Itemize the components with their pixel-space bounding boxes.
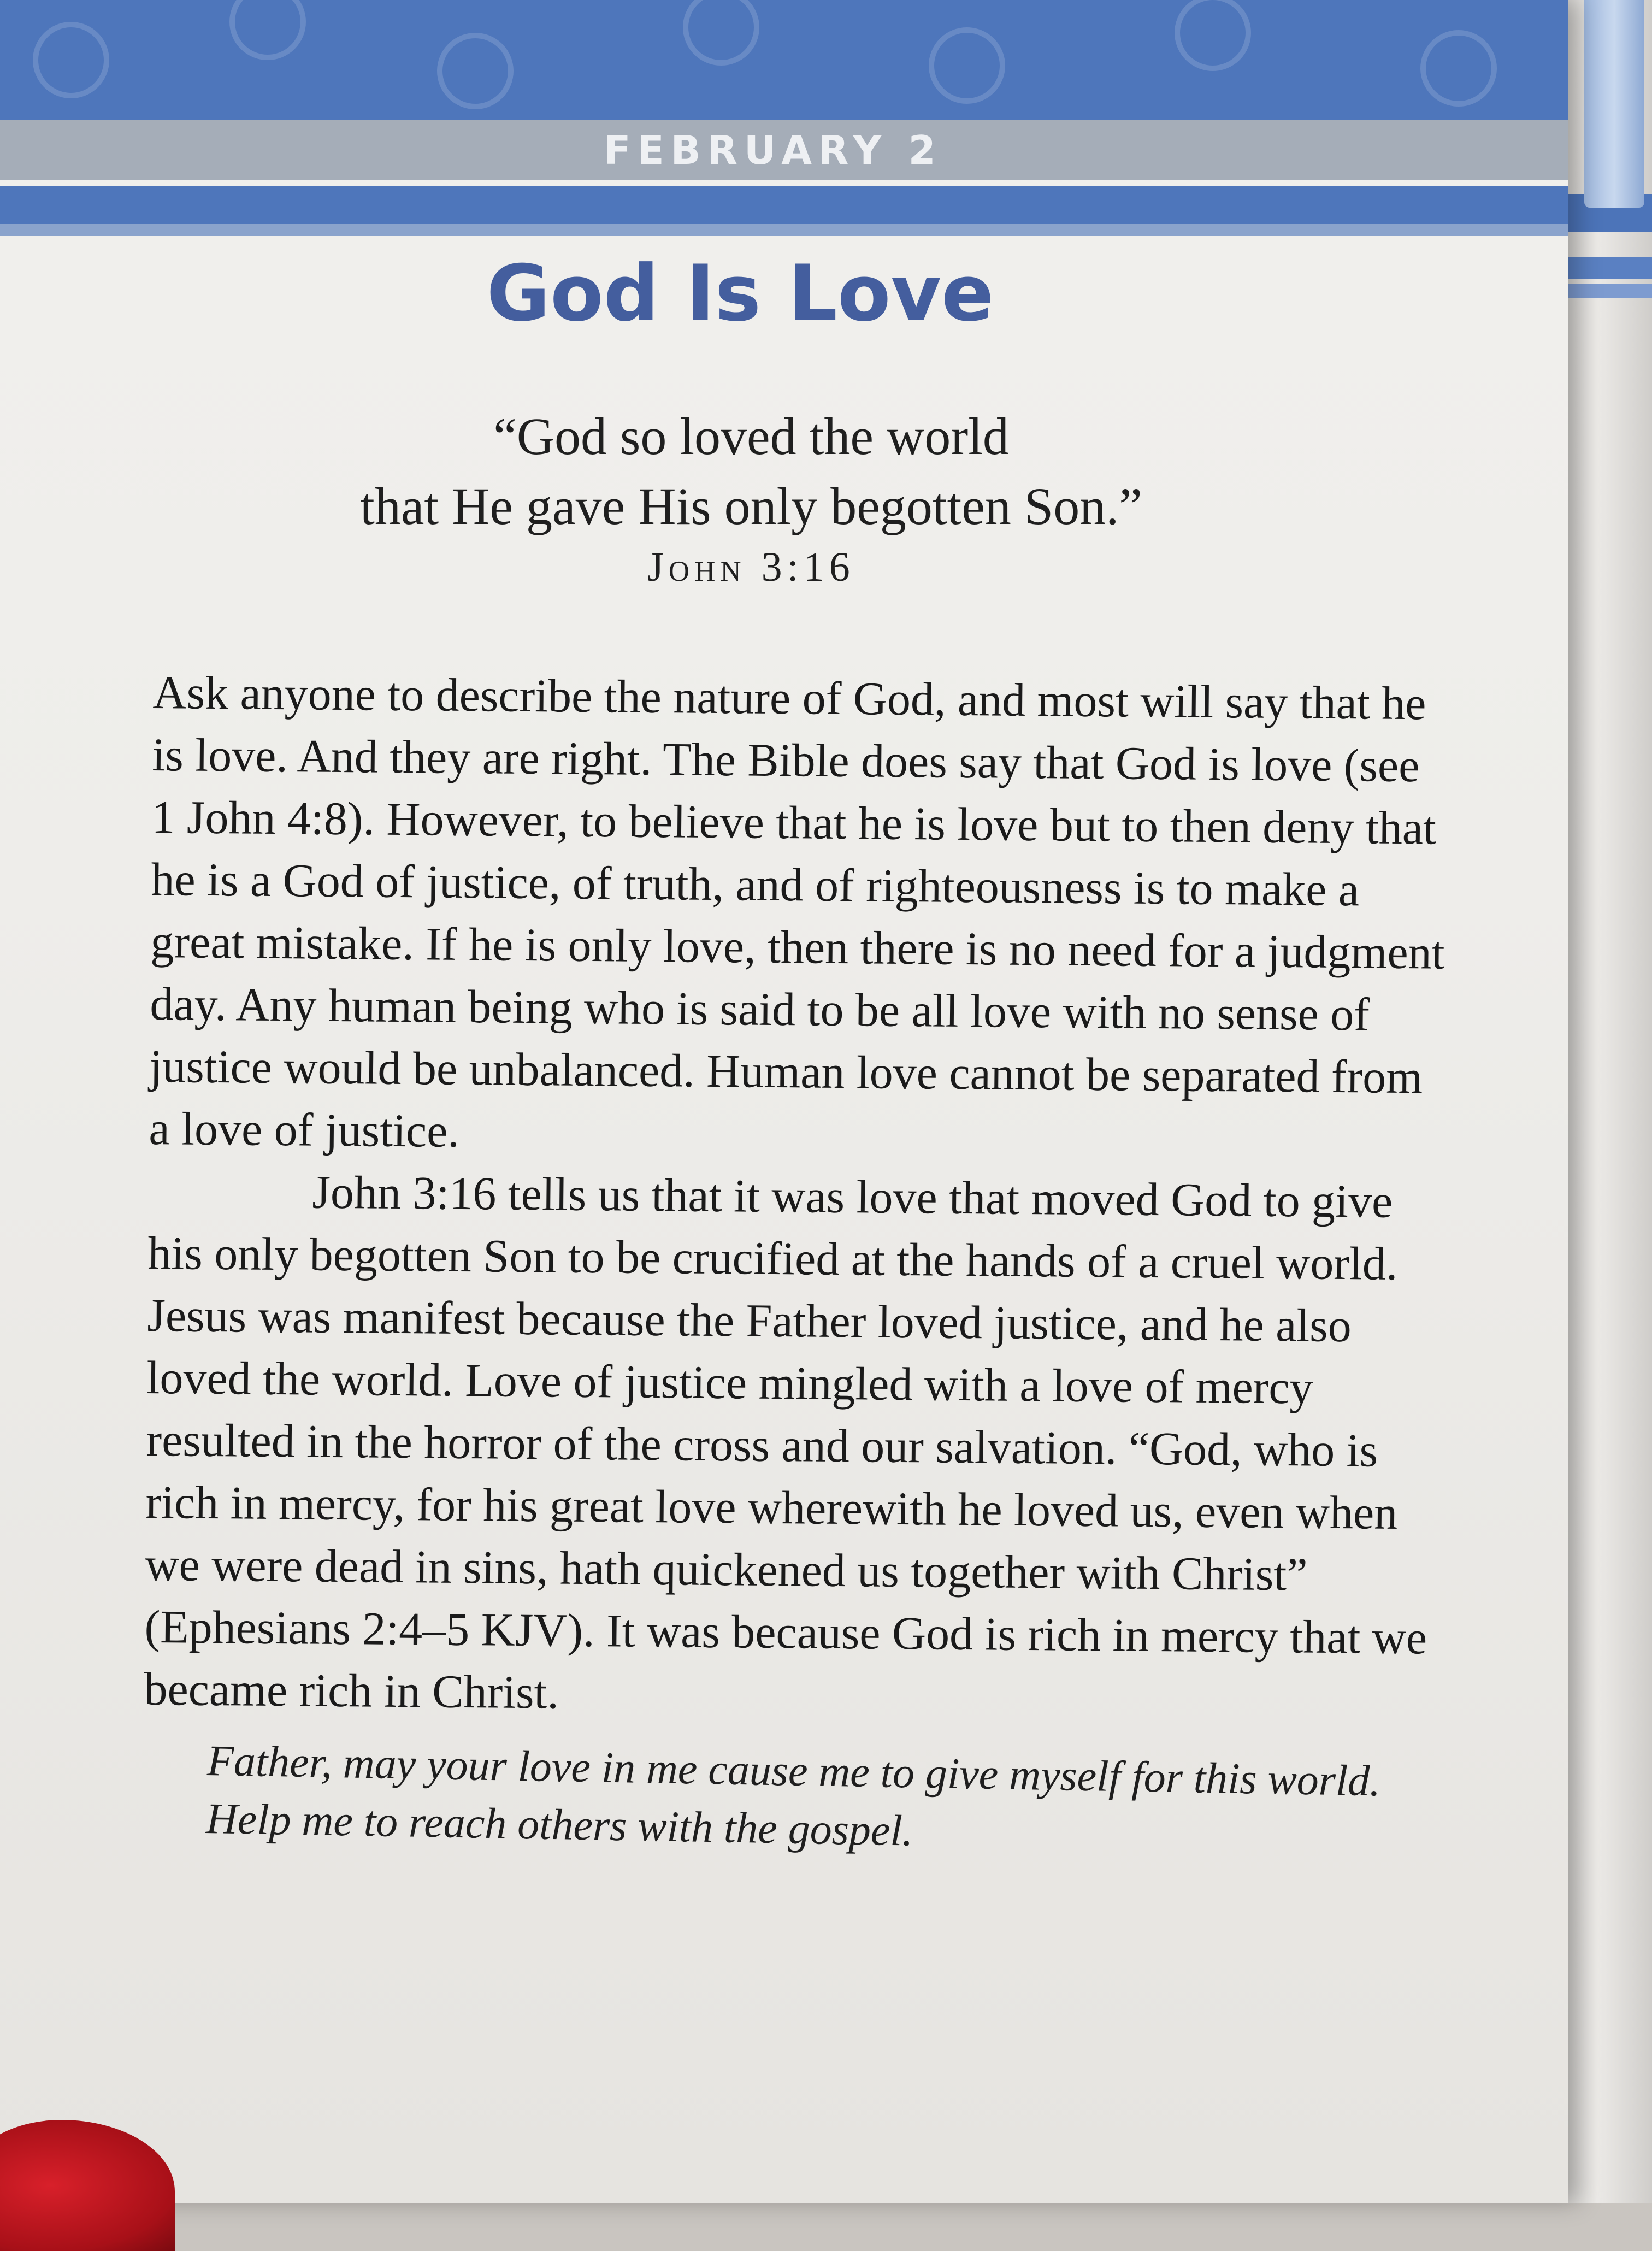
verse-line: that He gave His only begotten Son.”	[360, 477, 1142, 535]
devotion-title: God Is Love	[486, 249, 994, 339]
date-bar	[0, 120, 1568, 180]
header-rule	[0, 186, 1568, 224]
decorative-header-band	[0, 0, 1568, 126]
flourish-ornament	[229, 0, 306, 60]
verse-line: “God so loved the world	[493, 407, 1009, 465]
edge-stripe	[1568, 284, 1652, 298]
flourish-ornament	[683, 0, 759, 66]
page-stack-edge	[1568, 0, 1652, 2203]
closing-prayer: Father, may your love in me cause me to give myself for this world. Help me to reach others with the gospel.	[205, 1736, 1381, 1855]
flourish-ornament	[1175, 0, 1251, 71]
body-paragraph: John 3:16 tells us that it was love that moved God to give his only begotten Son to be crucified at the hands of a cruel world. Jesus was manifest because the Father loved justice, and he also loved the world. Love of justice mingled with a love of mercy resulted in the horror of the cross and our salvation. “God, who is rich in mercy, for his great love wherewith he loved us, even when we were dead in sins, hath quickened us together with Christ” (Ephesians 2:4–5 KJV). It was because God is rich in mercy that we became rich in Christ.	[144, 1165, 1427, 1719]
key-verse	[0, 402, 1535, 541]
verse-reference: John 3:16	[647, 544, 855, 590]
devotion-body	[144, 661, 1453, 1731]
bookmark-ribbon	[1584, 0, 1644, 208]
edge-stripe	[1568, 257, 1652, 279]
flourish-ornament	[929, 27, 1005, 104]
body-paragraph: Ask anyone to describe the nature of God, and most will say that he is love. And they are right. The Bible does say that God is love (see 1 John 4:8). However, to believe that he is love but to then deny that he is a God of justice, of truth, and of righteousness is to make a great mistake. If he is only love, then there is no need for a judgment day. Any human being who is said to be all love with no sense of justice would be unbalanced. Human love cannot be separated from a love of justice.	[149, 665, 1445, 1157]
header-rule	[0, 224, 1568, 236]
flourish-ornament	[437, 33, 514, 109]
date-label: FEBRUARY 2	[604, 127, 942, 173]
flourish-ornament	[1420, 30, 1497, 107]
flourish-ornament	[33, 22, 109, 98]
